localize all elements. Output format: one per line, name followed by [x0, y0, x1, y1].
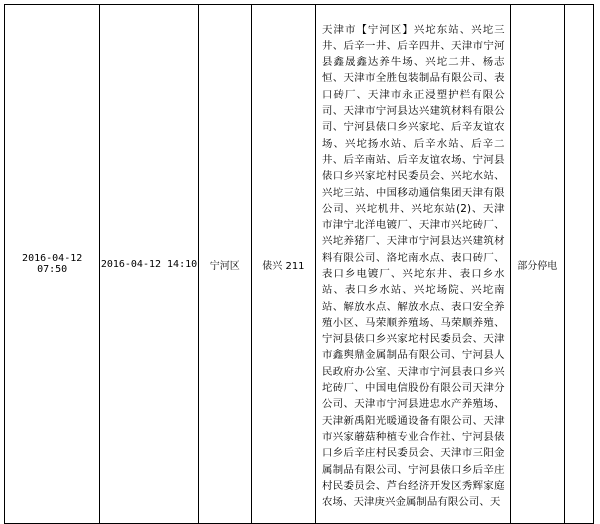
- area-cell: [316, 5, 511, 524]
- outage-table: [4, 4, 594, 524]
- remark-cell: [564, 5, 593, 524]
- outage-type-cell: 部分停电: [510, 5, 564, 524]
- end-time-cell: 2016-04-12 14:10: [100, 5, 198, 524]
- affected-area-text: 天津市【宁河区】兴坨东站、兴坨三井、后辛一井、后辛四井、天津市宁河县鑫晟鑫达养牛场、兴坨二井、杨志恒、天津市全胜包装制品有限公司、表口砖厂、天津市永正浸塑护栏有限公司、天津市宁河县达兴建筑材料有限公司、宁河县俵口乡兴家坨、后辛友谊农场、兴坨扬水站、后辛水站、后辛二井、后辛南站、后辛友谊农场、宁河县俵口乡兴家坨村民委员会、兴坨水站、兴坨三站、中国移动通信集团天津有限公司、兴坨机井、兴坨东站(2)、天津市津宁北洋电镀厂、天津市兴坨砖厂、兴坨养猪厂、天津市宁河县达兴建筑材料有限公司、洛坨南水点、表口砖厂、表口乡电镀厂、兴坨东井、表口乡水站、表口乡水站、兴坨场院、兴坨南站、解放水点、解放水点、表口安全养殖小区、马荣顺养殖场、马荣顺养殖、宁河县俵口乡兴家坨村民委员会、天津市鑫舆鼎金属制品有限公司、宁河县人民政府办公室、天津市宁河县表口乡兴坨砖厂、中国电信股份有限公司天津分公司、天津市宁河县进忠水产养殖场、天津新禹阳光暖通设备有限公司、天津市兴家蘑菇种植专业合作社、宁河县俵口乡后辛庄村民委员会、天津市三阳金属制品有限公司、宁河县俵口乡后辛庄村民委员会、芦台经济开发区秀辉家庭农场、天津庚兴金属制品有限公司、天: [322, 23, 505, 509]
- table-row: [5, 5, 594, 524]
- line-cell: 俵兴 211: [251, 5, 315, 524]
- start-time-cell: 2016-04-12 07:50: [5, 5, 100, 524]
- district-cell: 宁河区: [198, 5, 251, 524]
